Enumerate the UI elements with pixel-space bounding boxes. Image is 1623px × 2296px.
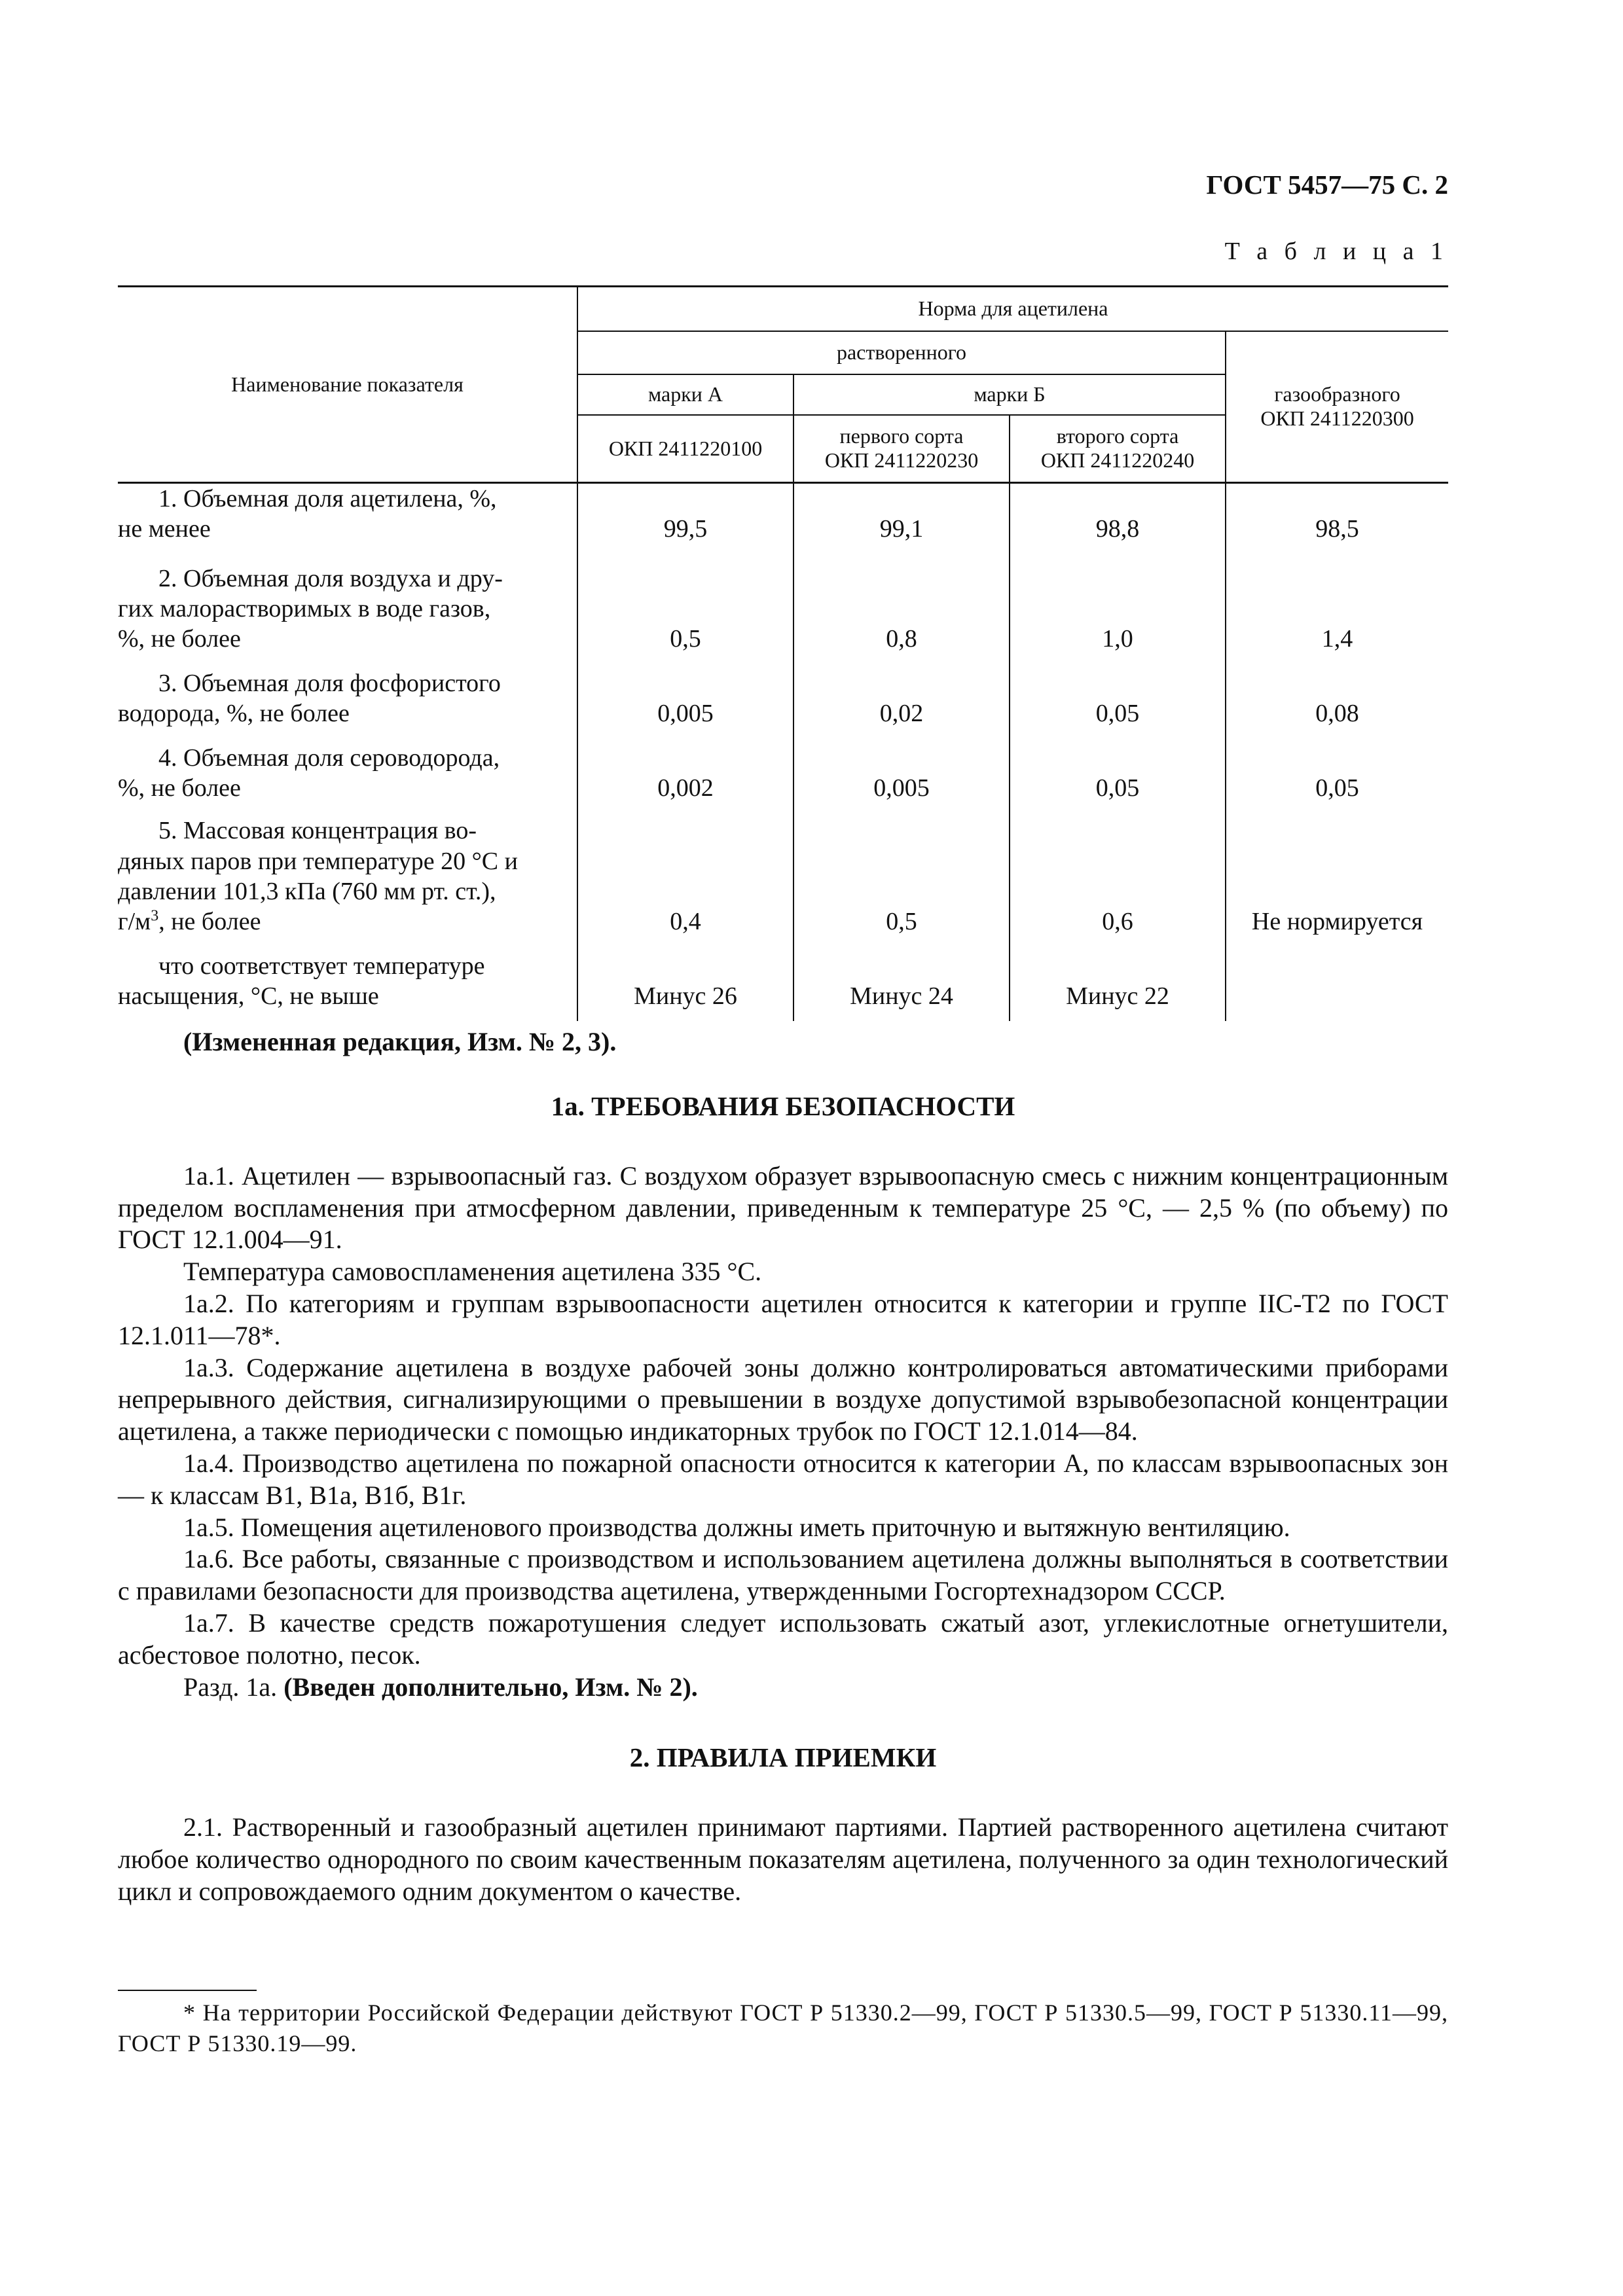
cell-gaseous — [1226, 946, 1448, 1021]
header-a-code: ОКП 2411220100 — [577, 415, 793, 483]
cell-gaseous: 0,05 — [1226, 738, 1448, 813]
cell-b-second: 0,6 — [1010, 813, 1226, 946]
cell-b-first: 0,8 — [793, 554, 1010, 664]
cell-b-second: 0,05 — [1010, 664, 1226, 738]
paragraph: Температура самовоспламенения ацетилена 335 °С. — [183, 1257, 762, 1287]
cell-gaseous: 98,5 — [1226, 483, 1448, 554]
paragraph: 1а.3. Содержание ацетилена в воздухе рабочей зоны должно контролироваться автоматическими приборами непрерывного действия, сигнализирующими о превышении в воздухе допустимой взрывобезопасной концентрации ацетилена, а также периодически с помощью индикаторных трубок по ГОСТ 12.1.014—84. — [118, 1352, 1448, 1446]
table-caption: Т а б л и ц а 1 — [1224, 238, 1448, 265]
cell-b-first: 0,005 — [793, 738, 1010, 813]
header-b2-line2: ОКП 2411220240 — [1040, 448, 1195, 473]
paragraph: 1а.4. Производство ацетилена по пожарной опасности относится к категории А, по классам взрывоопасных зон — к классам В1, В1а, В1б, В1г. — [118, 1448, 1448, 1510]
norms-table — [118, 285, 1448, 1021]
page-header: ГОСТ 5457—75 С. 2 — [1206, 170, 1448, 200]
cell-grade-a: Минус 26 — [577, 946, 793, 1021]
cell-grade-a: 0,005 — [577, 664, 793, 738]
header-b-first-grade — [793, 415, 1010, 483]
cell-b-second: Минус 22 — [1010, 946, 1226, 1021]
header-b1-line1: первого сорта — [839, 424, 964, 448]
header-gaseous-line1: газообразного — [1274, 382, 1400, 406]
cell-b-second: 0,05 — [1010, 738, 1226, 813]
table-row — [118, 813, 1448, 946]
header-indicator-name: Наименование показателя — [118, 287, 577, 483]
table-row — [118, 738, 1448, 813]
header-b2-line1: второго сорта — [1056, 424, 1179, 448]
header-grade-a: марки А — [577, 374, 793, 415]
cell-b-first: Минус 24 — [793, 946, 1010, 1021]
cell-gaseous: 1,4 — [1226, 554, 1448, 664]
cell-grade-a: 99,5 — [577, 483, 793, 554]
table-row — [118, 946, 1448, 1021]
cell-b-first: 99,1 — [793, 483, 1010, 554]
header-dissolved: растворенного — [577, 331, 1226, 374]
amendment-note: (Измененная редакция, Изм. № 2, 3). — [183, 1027, 617, 1056]
table-row — [118, 483, 1448, 554]
header-grade-b: марки Б — [793, 374, 1226, 415]
cell-grade-a: 0,002 — [577, 738, 793, 813]
header-gaseous — [1226, 331, 1448, 483]
header-norm: Норма для ацетилена — [577, 287, 1448, 331]
cell-grade-a: 0,4 — [577, 813, 793, 946]
paragraph: 1а.1. Ацетилен — взрывоопасный газ. С воздухом образует взрывоопасную смесь с нижним концентрационным пределом воспламенения при атмосферном давлении, приведенным к температуре 25 °С, — 2,5 % (по объему) по ГОСТ 12.1.004—91. — [118, 1160, 1448, 1255]
row-name: 2. Объемная доля воздуха и дру- гих малорастворимых в воде газов, %, не более — [118, 564, 503, 653]
paragraph: 1а.6. Все работы, связанные с производством и использованием ацетилена должны выполняться в соответствии с правилами безопасности для производства ацетилена, утвержденными Госгортехнадзором СССР. — [118, 1544, 1448, 1606]
table-row — [118, 554, 1448, 664]
header-gaseous-line2: ОКП 2411220300 — [1260, 406, 1414, 431]
row-name: 5. Массовая концентрация во- дяных паров при температуре 20 °С и давлении 101,3 кПа (760 мм рт. ст.), $г/м^3$, не более — [118, 817, 518, 936]
cell-b-first: 0,5 — [793, 813, 1010, 946]
paragraph: 1а.2. По категориям и группам взрывоопасности ацетилен относится к категории и группе IIС-Т2 по ГОСТ 12.1.011—78*. — [118, 1289, 1448, 1350]
document-body — [118, 1026, 1448, 1908]
cell-gaseous: 0,08 — [1226, 664, 1448, 738]
header-b1-line2: ОКП 2411220230 — [824, 448, 979, 473]
cell-gaseous: Не нормируется — [1226, 813, 1448, 946]
table-row — [118, 664, 1448, 738]
section-2-title: 2. ПРАВИЛА ПРИЕМКИ — [629, 1742, 937, 1773]
section-note: Разд. 1а. (Введен дополнительно, Изм. № 2). — [183, 1672, 698, 1702]
cell-grade-a: 0,5 — [577, 554, 793, 664]
footnote-divider — [118, 1990, 257, 1991]
cell-b-second: 1,0 — [1010, 554, 1226, 664]
row-name: 4. Объемная доля сероводорода, %, не более — [118, 744, 500, 802]
header-b-second-grade — [1010, 415, 1226, 483]
cell-b-first: 0,02 — [793, 664, 1010, 738]
row-name: 1. Объемная доля ацетилена, %, не менее — [118, 485, 497, 543]
paragraph: 1а.7. В качестве средств пожаротушения следует использовать сжатый азот, углекислотные огнетушители, асбестовое полотно, песок. — [118, 1607, 1448, 1670]
row-name: 3. Объемная доля фосфористого водорода, %, не более — [118, 670, 501, 728]
section-1a-title: 1а. ТРЕБОВАНИЯ БЕЗОПАСНОСТИ — [551, 1090, 1015, 1121]
row-name: что соответствует температуре насыщения, °С, не выше — [118, 952, 485, 1011]
cell-b-second: 98,8 — [1010, 483, 1226, 554]
document-page — [118, 0, 1448, 2296]
footnote: * На территории Российской Федерации действуют ГОСТ Р 51330.2—99, ГОСТ Р 51330.5—99, ГОСТ Р 51330.11—99, ГОСТ Р 51330.19—99. — [118, 2000, 1448, 2056]
paragraph: 2.1. Растворенный и газообразный ацетилен принимают партиями. Партией растворенного ацетилена считают любое количество однородного по своим качественным показателям ацетилена, полученного за один технологический цикл и сопровождаемого одним документом о качестве. — [118, 1812, 1448, 1906]
paragraph: 1а.5. Помещения ацетиленового производства должны иметь приточную и вытяжную вентиляцию. — [183, 1512, 1290, 1542]
